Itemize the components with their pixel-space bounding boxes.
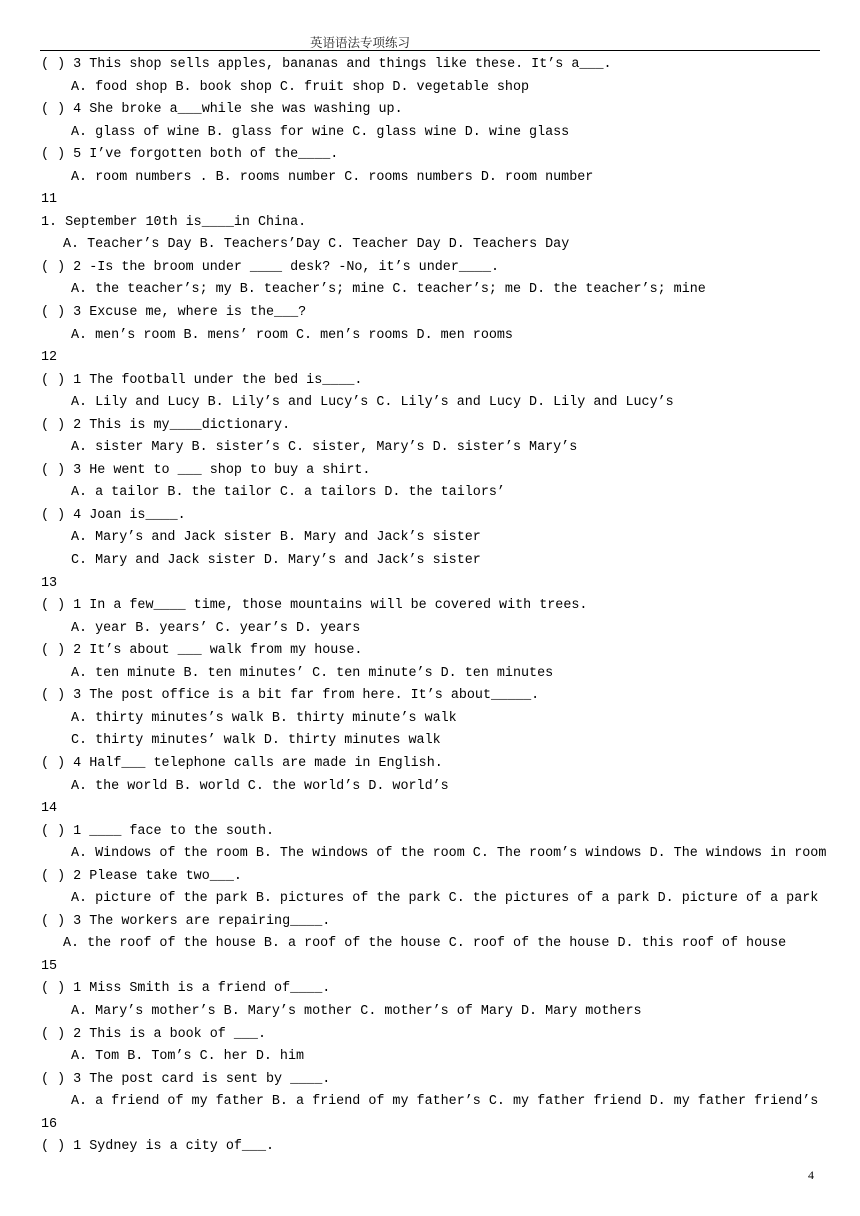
exercise-lines [41, 54, 831, 1159]
options-line: A. Windows of the room B. The windows of the room C. The room’s windows D. The windows in room [71, 846, 827, 862]
question-line: ( ) 1 In a few____ time, those mountains will be covered with trees. [41, 598, 588, 614]
question-line: ( ) 2 Please take two___. [41, 868, 242, 884]
options-line: A. sister Mary B. sister’s C. sister, Mary’s D. sister’s Mary’s [71, 440, 578, 456]
section-number: 15 [41, 958, 58, 974]
question-line: ( ) 3 Excuse me, where is the___? [41, 305, 307, 321]
options-line: A. a tailor B. the tailor C. a tailors D. the tailors’ [71, 485, 505, 501]
question-line: ( ) 4 Half___ telephone calls are made in English. [41, 755, 443, 771]
question-line: ( ) 3 He went to ___ shop to buy a shirt. [41, 462, 371, 478]
options-line: A. Mary’s mother’s B. Mary’s mother C. mother’s of Mary D. Mary mothers [71, 1003, 642, 1019]
question-line: ( ) 1 Sydney is a city of___. [41, 1139, 275, 1155]
options-line: A. Lily and Lucy B. Lily’s and Lucy’s C. Lily’s and Lucy D. Lily and Lucy’s [71, 395, 674, 411]
question-line: ( ) 2 It’s about ___ walk from my house. [41, 643, 363, 659]
options-line: A. a friend of my father B. a friend of my father’s C. my father friend D. my father friend’s [71, 1094, 819, 1110]
question-line: 1. September 10th is____in China. [41, 214, 307, 230]
options-line: C. thirty minutes’ walk D. thirty minutes walk [71, 733, 441, 749]
question-line: ( ) 2 This is my____dictionary. [41, 417, 291, 433]
options-line: A. glass of wine B. glass for wine C. glass wine D. wine glass [71, 124, 570, 140]
question-line: ( ) 1 Miss Smith is a friend of____. [41, 981, 331, 997]
options-line: A. food shop B. book shop C. fruit shop D. vegetable shop [71, 79, 530, 95]
question-line: ( ) 3 The post office is a bit far from here. It’s about_____. [41, 688, 540, 704]
section-number: 16 [41, 1116, 58, 1132]
options-line: A. the teacher’s; my B. teacher’s; mine C. teacher’s; me D. the teacher’s; mine [71, 282, 706, 298]
options-line: A. the world B. world C. the world’s D. world’s [71, 778, 449, 794]
options-line: C. Mary and Jack sister D. Mary’s and Jack’s sister [71, 553, 481, 569]
options-line: A. ten minute B. ten minutes’ C. ten minute’s D. ten minutes [71, 665, 554, 681]
section-number: 13 [41, 575, 58, 591]
section-number: 12 [41, 350, 58, 366]
question-line: ( ) 1 The football under the bed is____. [41, 372, 363, 388]
question-line: ( ) 4 She broke a___while she was washing up. [41, 102, 403, 118]
question-line: ( ) 1 ____ face to the south. [41, 823, 275, 839]
options-line: A. the roof of the house B. a roof of the house C. roof of the house D. this roof of house [63, 936, 787, 952]
options-line: A. room numbers . B. rooms number C. rooms numbers D. room number [71, 169, 594, 185]
section-number: 14 [41, 801, 58, 817]
question-line: ( ) 4 Joan is____. [41, 507, 186, 523]
options-line: A. thirty minutes’s walk B. thirty minute’s walk [71, 710, 457, 726]
options-line: A. year B. years’ C. year’s D. years [71, 620, 361, 636]
question-line: ( ) 2 This is a book of ___. [41, 1026, 266, 1042]
page-header-title: 英语语法专项练习 [309, 35, 410, 50]
options-line: A. Teacher’s Day B. Teachers’Day C. Teacher Day D. Teachers Day [63, 237, 570, 253]
question-line: ( ) 3 The workers are repairing____. [41, 913, 331, 929]
options-line: A. Tom B. Tom’s C. her D. him [71, 1049, 305, 1065]
question-line: ( ) 3 The post card is sent by ____. [41, 1071, 331, 1087]
question-line: ( ) 5 I’ve forgotten both of the____. [41, 147, 339, 163]
page-number: 4 [808, 1168, 814, 1182]
header-rule [40, 50, 820, 51]
question-line: ( ) 3 This shop sells apples, bananas and things like these. It’s a___. [41, 57, 612, 72]
options-line: A. Mary’s and Jack sister B. Mary and Jack’s sister [71, 530, 481, 546]
section-number: 11 [41, 192, 58, 208]
options-line: A. men’s room B. mens’ room C. men’s rooms D. men rooms [71, 327, 513, 343]
options-line: A. picture of the park B. pictures of the park C. the pictures of a park D. picture of a park [71, 891, 819, 907]
question-line: ( ) 2 -Is the broom under ____ desk? -No, it’s under____. [41, 259, 500, 275]
